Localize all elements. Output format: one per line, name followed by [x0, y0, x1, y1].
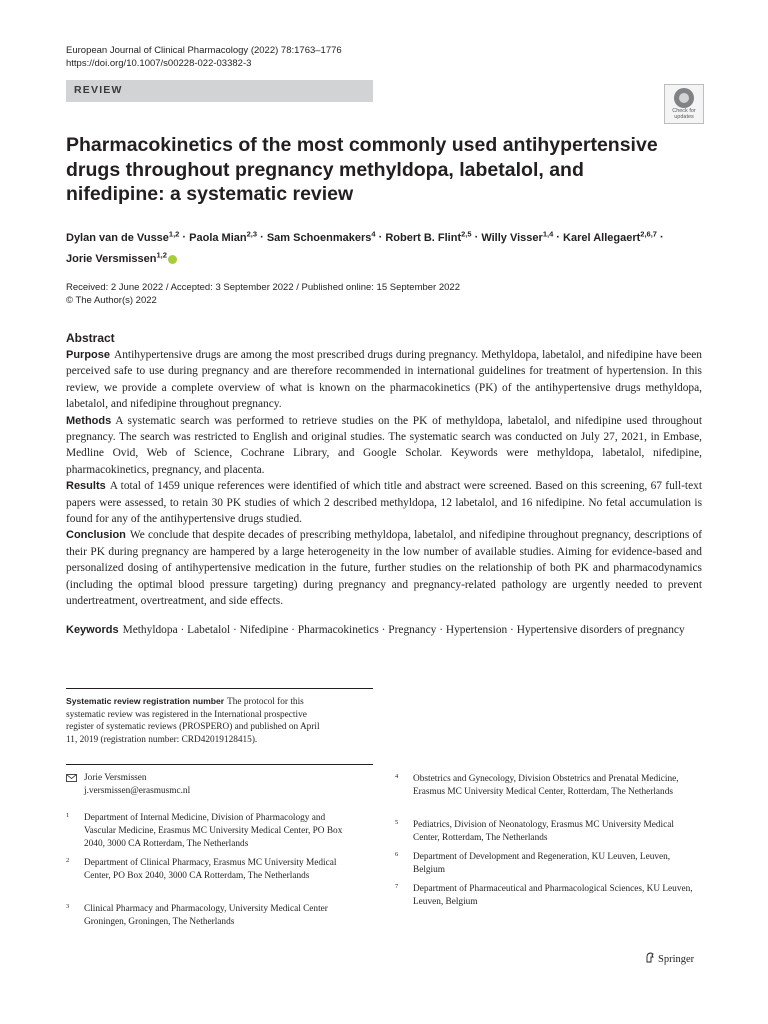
badge-text-line1: Check for [672, 108, 696, 114]
registration-label: Systematic review registration number [66, 696, 225, 706]
author[interactable]: Karel Allegaert$^{2,6,7}$ [563, 229, 657, 244]
abstract-heading: Abstract [66, 331, 115, 345]
registration-text: The protocol for this systematic review was registered in the International prospective register of systematic reviews (PROSPERO) and published on April 11, 2019 (registration number: CRD42019128415). [66, 697, 320, 745]
author[interactable]: Dylan van de Vusse$^{1,2}$ [66, 229, 180, 244]
author[interactable]: Robert B. Flint$^{2,5}$ [385, 229, 472, 244]
article-title: Pharmacokinetics of the most commonly used antihypertensive drugs throughout pregnancy methyldopa, labetalol, and nifedipine: a systematic review [66, 134, 658, 205]
author[interactable]: Jorie Versmissen$^{1,2}$ [66, 250, 167, 266]
check-for-updates-badge[interactable] [664, 84, 704, 124]
author[interactable]: Sam Schoenmakers$^4$ [266, 229, 376, 244]
affiliation-divider [66, 764, 373, 765]
envelope-icon [66, 774, 77, 782]
affiliation-item: 7 Department of Pharmaceutical and Pharmacological Sciences, KU Leuven, Leuven, Belgium [395, 883, 693, 907]
affiliation-item: 3 Clinical Pharmacy and Pharmacology, University Medical Center Groningen, Groningen, The Netherlands [66, 903, 328, 927]
keywords [66, 622, 702, 638]
copyright-line: © The Author(s) 2022 [66, 295, 157, 306]
section-label: REVIEW [74, 84, 123, 96]
journal-name-line: European Journal of Clinical Pharmacology (2022) 78:1763–1776 [66, 45, 342, 56]
corresponding-author [66, 772, 356, 800]
author[interactable]: Paola Mian$^{2,3}$ [189, 229, 258, 244]
keywords-text: Methyldopa · Labetalol · Nifedipine · Pharmacokinetics · Pregnancy · Hypertension · Hypertensive disorders of pregnancy [122, 624, 685, 636]
contact-name: Jorie Versmissen [84, 773, 147, 783]
footnote-divider [66, 688, 373, 689]
abstract-purpose: Purpose Antihypertensive drugs are among the most prescribed drugs during pregnancy. Methyldopa, labetalol, and nifedipine have been perceived safe to use during pregnancy and are therefore recommended in international guidelines for treatment of hypertension. In this review, we provide a complete overview of what is known on the pharmacokinetics (PK) of the antihypertensive drugs methyldopa, labetalol, and nifedipine throughout pregnancy. [66, 349, 702, 411]
affiliation-item: 6 Department of Development and Regeneration, KU Leuven, Leuven, Belgium [395, 851, 671, 875]
affiliation-item: 2 Department of Clinical Pharmacy, Erasmus MC University Medical Center, PO Box 2040, 3000 CA Rotterdam, The Netherlands [66, 857, 337, 881]
publisher-name: Springer [658, 954, 695, 965]
publisher-logo [645, 952, 694, 965]
crossmark-icon [674, 88, 694, 108]
abstract-conclusion: Conclusion We conclude that despite decades of prescribing methyldopa, labetalol, and nifedipine throughout pregnancy, descriptions of their PK during pregnancy are hampered by a large heterogeneity in the low number of available studies. Aiming for evidence-based and personalized dosing of antihypertensive medication in the future, further studies on the relationship of both PK and pharmacodynamics (including the optimal blood pressure targeting) during pregnancy and pregnancy-related pathology are urgently needed to prevent undertreatment, overtreatment, and side effects. [66, 529, 702, 608]
author-list: Dylan van de Vusse$^{1,2}$ · Paola Mian$^{2,3}$ · Sam Schoenmakers$^4$ · Robert B. Flint$^{2,5}$ · Willy Visser$^{1,4}$ · Karel Allegaert$^{2,6,7}$ · Jorie Versmissen$^{1,2}$ [66, 229, 664, 266]
received-accepted-line: Received: 2 June 2022 / Accepted: 3 September 2022 / Published online: 15 September 2022 [66, 282, 460, 293]
affiliation-item: 4 Obstetrics and Gynecology, Division Obstetrics and Prenatal Medicine, Erasmus MC University Medical Center, Rotterdam, The Netherlands [395, 773, 679, 797]
contact-details [84, 772, 190, 798]
springer-horse-icon [645, 952, 655, 963]
article-dates [66, 281, 460, 307]
abstract-results: Results A total of 1459 unique references were identified of which title and abstract were screened. Based on this screening, 67 full-text papers were assessed, to retain 30 PK studies of which 2 described methyldopa, 12 labetalol, and 16 nifedipine. No fetal accumulation is found for any of the antihypertensive drugs studied. [66, 480, 702, 526]
abstract-section [66, 331, 702, 610]
affiliation-item: 5 Pediatrics, Division of Neonatology, Erasmus MC University Medical Center, Rotterdam, The Netherlands [395, 819, 674, 843]
orcid-icon[interactable] [168, 255, 177, 264]
author[interactable]: Willy Visser$^{1,4}$ [481, 229, 554, 244]
keywords-label: Keywords [66, 624, 119, 636]
affiliation-item: 1 Department of Internal Medicine, Division of Pharmacology and Vascular Medicine, Erasmus MC University Medical Center, PO Box 2040, 3000 CA Rotterdam, The Netherlands [66, 812, 343, 849]
doi-link[interactable]: https://doi.org/10.1007/s00228-022-03382-3 [66, 58, 252, 69]
badge-text-line2: updates [674, 114, 694, 120]
abstract-methods: Methods A systematic search was performed to retrieve studies on the PK of methyldopa, labetalol, and nifedipine used throughout pregnancy. The search was restricted to English and original studies. The systematic search was conducted on July 27, 2021, in Embase, Medline Ovid, Web of Science, Cochrane Library, and Google Scholar. Keywords were methyldopa, labetalol, nifedipine, pharmacokinetics, pregnancy, and placenta. [66, 414, 702, 476]
registration-note [66, 695, 321, 746]
section-bar [66, 80, 373, 102]
journal-citation [66, 44, 342, 70]
contact-email[interactable]: j.versmissen@erasmusmc.nl [84, 785, 191, 796]
